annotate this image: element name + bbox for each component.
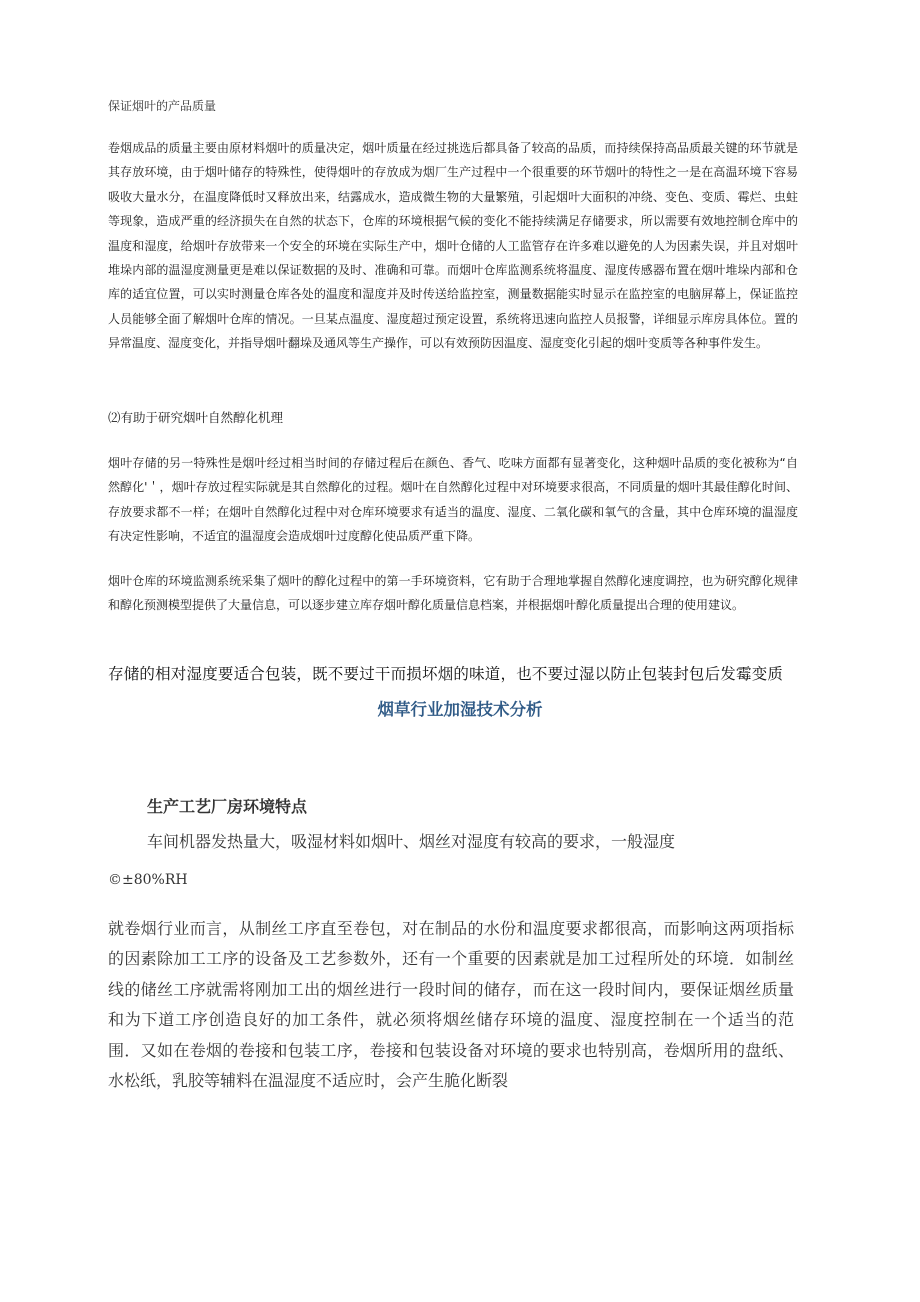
paragraph-aging-1: 烟叶存储的另一特殊性是烟叶经过相当时间的存储过程后在颜色、香气、吃味方面都有显著变化，这种烟叶品质的变化被称为“自然醇化'＇，烟叶存放过程实际就是其自然醇化的过程。烟叶在自然醇化过程中对环境要求很高，不同质量的烟叶其最佳醇化时间、存放要求都不一样；在烟叶自然醇化过程中对仓库环境要求有适当的温度、湿度、二氧化碳和氧气的含量，其中仓库环境的温湿度有决定性影响，不适宜的温湿度会造成烟叶过度醇化使品质严重下降。: [108, 456, 798, 544]
article-title: 烟草行业加湿技术分析: [377, 700, 543, 719]
section-heading-quality: 保证烟叶的产品质量: [108, 99, 217, 113]
humidity-requirement-line: 存储的相对湿度要适合包装，既不要过干而损坏烟的味道，也不要过湿以防止包装封包后发霉变质: [108, 665, 784, 683]
environment-heading: 生产工艺厂房环境特点: [147, 797, 308, 816]
paragraph-aging-2: 烟叶仓库的环境监测系统采集了烟叶的醇化过程中的第一手环境资料，它有助于合理地掌握自然醇化速度调控，也为研究醇化规律和醇化预测模型提供了大量信息，可以逐步建立库存烟叶醇化质量信息档案，并根据烟叶醇化质量提出合理的使用建议。: [108, 574, 798, 613]
paragraph-process-environment: 就卷烟行业而言，从制丝工序直至卷包，对在制品的水份和温度要求都很高，而影响这两项指标的因素除加工工序的设备及工艺参数外，还有一个重要的因素就是加工过程所处的环境．如制丝线的储丝工序就需将刚加工出的烟丝进行一段时间的储存，而在这一段时间内，要保证烟丝质量和为下道工序创造良好的加工条件，就必须将烟丝储存环境的温度、湿度控制在一个适当的范围．又如在卷烟的卷接和包装工序，卷接和包装设备对环境的要求也特别高，卷烟所用的盘纸、水松纸，乳胶等辅料在温湿度不适应时，会产生脆化断裂: [108, 919, 794, 1091]
paragraph-quality: 卷烟成品的质量主要由原材料烟叶的质量决定，烟叶质量在经过挑选后都具备了较高的品质，而持续保持高品质最关键的环节就是其存放环境，由于烟叶储存的特殊性，使得烟叶的存放成为烟厂生产过程中一个很重要的环节烟叶的特性之一是在高温环境下容易吸收大量水分，在温度降低时又释放出来，结露成水，造成微生物的大量繁殖，引起烟叶大面积的冲绕、变色、变质、霉烂、虫蛀等现象，造成严重的经济损失在自然的状态下，仓库的环境根据气候的变化不能持续满足存储要求，所以需要有效地控制仓库中的温度和湿度，给烟叶存放带来一个安全的环境在实际生产中，烟叶仓储的人工监管存在许多难以避免的人为因素失误，并且对烟叶堆垛内部的温湿度测量更是难以保证数据的及时、准确和可靠。而烟叶仓库监测系统将温度、湿度传感器布置在烟叶堆垛内部和仓库的适宜位置，可以实时测量仓库各处的温度和湿度并及时传送给监控室，测量数据能实时显示在监控室的电脑屏幕上，保证监控人员能够全面了解烟叶仓库的情况。一旦某点温度、湿度超过预定设置，系统将迅速向监控人员报警，详细显示库房具体位。置的异常温度、湿度变化，并指导烟叶翻垛及通风等生产操作，可以有效预防因温度、湿度变化引起的烟叶变质等各种事件发生。: [108, 141, 798, 351]
environment-description: 车间机器发热量大，吸湿材料如烟叶、烟丝对湿度有较高的要求，一般湿度: [147, 832, 676, 851]
humidity-value: ©±80%RH: [108, 872, 188, 888]
section-heading-aging: ⑵有助于研究烟叶自然醇化机理: [108, 410, 284, 425]
